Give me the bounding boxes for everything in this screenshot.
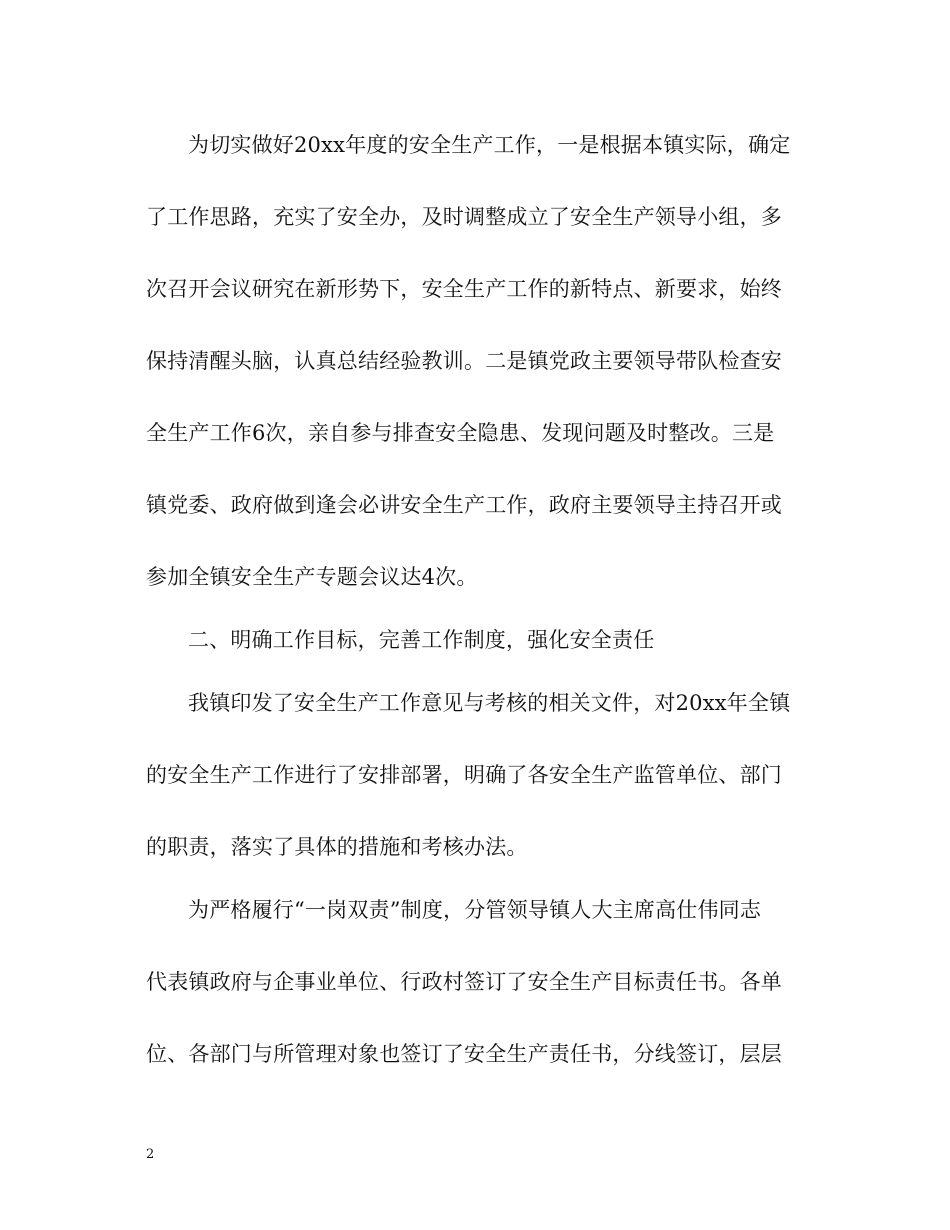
body-text-line: 的职责，落实了具体的措施和考核办法。 [146, 835, 528, 859]
body-text-line: 了工作思路，充实了安全办，及时调整成立了安全生产领导小组，多 [146, 205, 782, 229]
body-text-line: 代表镇政府与企事业单位、行政村签订了安全生产目标责任书。各单 [146, 970, 782, 994]
body-text-line: 参加全镇安全生产专题会议达4次。 [146, 565, 478, 589]
body-text-line: 为严格履行“一岗双责”制度，分管领导镇人大主席高仕伟同志 [188, 898, 762, 922]
body-text-line: 全生产工作6次，亲自参与排查安全隐患、发现问题及时整改。三是 [146, 421, 775, 445]
body-text-line: 次召开会议研究在新形势下，安全生产工作的新特点、新要求，始终 [146, 277, 782, 301]
body-text-line: 位、各部门与所管理对象也签订了安全生产责任书，分线签订，层层 [146, 1042, 782, 1066]
section-heading: 二、明确工作目标，完善工作制度，强化安全责任 [188, 628, 655, 652]
body-text-line: 我镇印发了安全生产工作意见与考核的相关文件，对20xx年全镇 [188, 691, 791, 715]
page-number: 2 [146, 1147, 155, 1162]
body-text-line: 的安全生产工作进行了安排部署，明确了各安全生产监管单位、部门 [146, 763, 782, 787]
body-text-line: 镇党委、政府做到逢会必讲安全生产工作，政府主要领导主持召开或 [146, 493, 782, 517]
body-text-line: 为切实做好20xx年度的安全生产工作，一是根据本镇实际，确定 [188, 133, 791, 157]
body-text-line: 保持清醒头脑，认真总结经验教训。二是镇党政主要领导带队检查安 [146, 349, 782, 373]
